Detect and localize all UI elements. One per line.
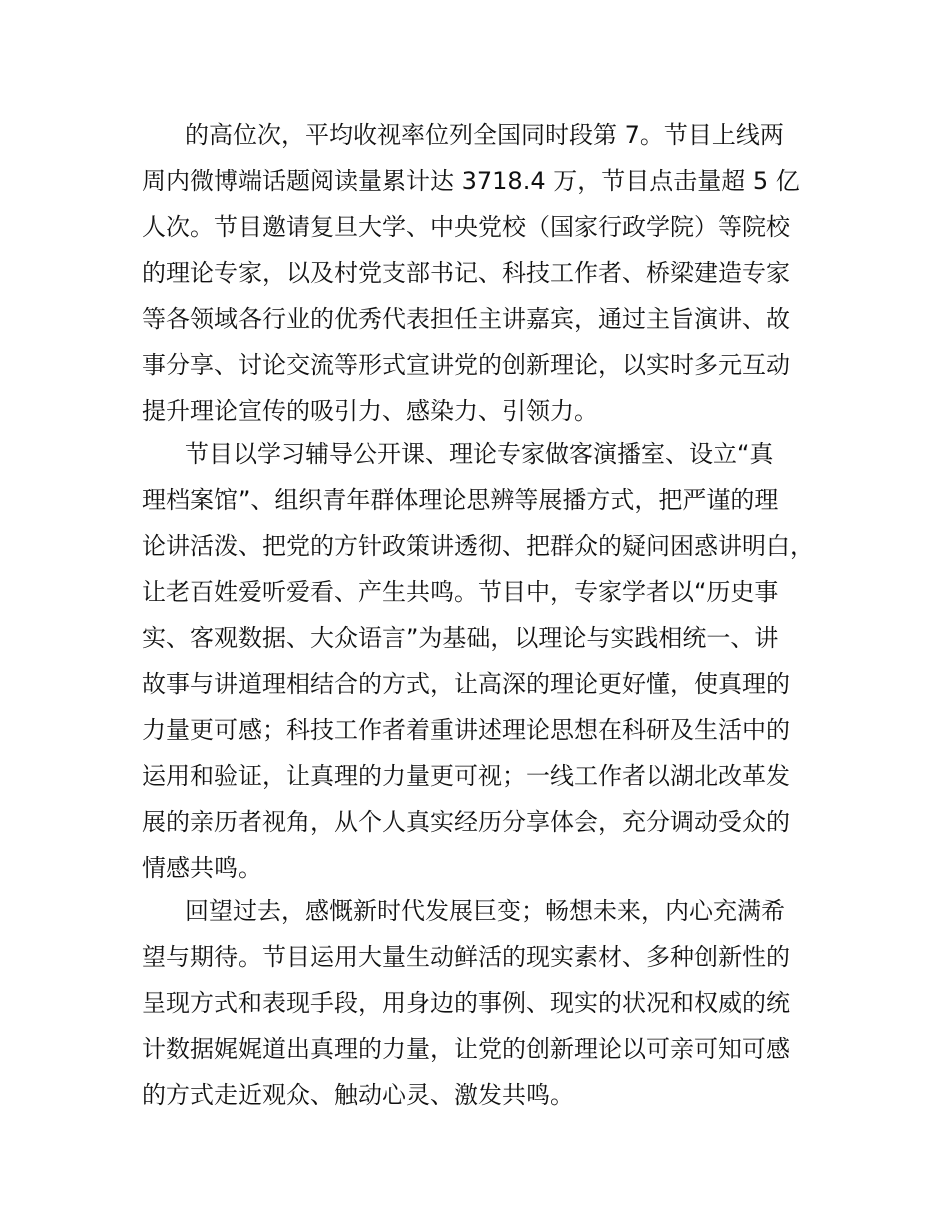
- text-line: 实、客观数据、大众语言”为基础，以理论与实践相统一、讲: [142, 624, 779, 652]
- text-line: 情感共鸣。: [142, 854, 262, 882]
- text-line: 望与期待。节目运用大量生动鲜活的现实素材、多种创新性的: [142, 943, 790, 971]
- text-line: 的高位次，平均收视率位列全国同时段第 7。节目上线两: [185, 121, 784, 149]
- text-line: 人次。节目邀请复旦大学、中央党校（国家行政学院）等院校: [142, 213, 790, 241]
- text-line: 展的亲历者视角，从个人真实经历分享体会，充分调动受众的: [142, 808, 790, 836]
- text-line: 理档案馆”、组织青年群体理论思辨等展播方式，把严谨的理: [142, 486, 779, 514]
- text-line: 呈现方式和表现手段，用身边的事例、现实的状况和权威的统: [142, 989, 790, 1017]
- text-line: 周内微博端话题阅读量累计达 3718.4 万，节目点击量超 5 亿: [142, 167, 800, 195]
- text-line: 让老百姓爱听爱看、产生共鸣。节目中，专家学者以“历史事: [142, 578, 779, 606]
- text-line: 计数据娓娓道出真理的力量，让党的创新理论以可亲可知可感: [142, 1035, 790, 1063]
- text-line: 力量更可感；科技工作者着重讲述理论思想在科研及生活中的: [142, 716, 790, 744]
- text-line: 回望过去，感慨新时代发展巨变；畅想未来，内心充满希: [185, 897, 785, 925]
- text-line: 等各领域各行业的优秀代表担任主讲嘉宾，通过主旨演讲、故: [142, 305, 790, 333]
- text-line: 提升理论宣传的吸引力、感染力、引领力。: [142, 397, 598, 425]
- text-line: 故事与讲道理相结合的方式，让高深的理论更好懂，使真理的: [142, 670, 790, 698]
- paragraph-2: [142, 431, 822, 891]
- text-line: 节目以学习辅导公开课、理论专家做客演播室、设立“真: [185, 440, 774, 468]
- text-line: 的方式走近观众、触动心灵、激发共鸣。: [142, 1081, 574, 1109]
- document-page: [142, 112, 822, 1115]
- text-line: 论讲活泼、把党的方针政策讲透彻、把群众的疑问困惑讲明白，: [142, 532, 814, 560]
- text-line: 的理论专家，以及村党支部书记、科技工作者、桥梁建造专家: [142, 259, 790, 287]
- text-line: 运用和验证，让真理的力量更可视；一线工作者以湖北改革发: [142, 762, 790, 790]
- paragraph-1: [142, 112, 822, 434]
- text-line: 事分享、讨论交流等形式宣讲党的创新理论，以实时多元互动: [142, 351, 790, 379]
- paragraph-3: [142, 888, 822, 1118]
